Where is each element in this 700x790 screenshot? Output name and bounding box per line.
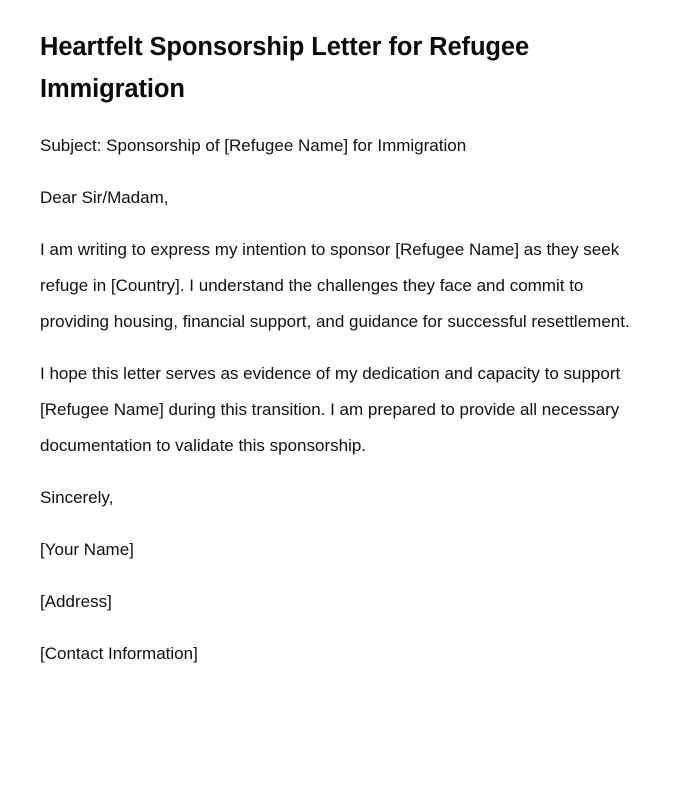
body-paragraph-1: I am writing to express my intention to sponsor [Refugee Name] as they seek refuge in [Country]. I understand the challenges they face and commit to providing housing, financial support, and guidance for successful resettlement.	[40, 240, 630, 331]
signature-name-placeholder: [Your Name]	[40, 540, 134, 559]
page-title: Heartfelt Sponsorship Letter for Refugee Immigration	[40, 33, 530, 103]
subject-line: Subject: Sponsorship of [Refugee Name] for Immigration	[40, 136, 467, 155]
body-paragraph-2: I hope this letter serves as evidence of my dedication and capacity to support [Refugee Name] during this transition. I am prepared to provide all necessary documentation to validate this sponsorship.	[40, 364, 621, 455]
signature-address-placeholder: [Address]	[40, 592, 112, 611]
closing-salutation: Sincerely,	[40, 488, 114, 507]
signature-contact-placeholder: [Contact Information]	[40, 644, 198, 663]
letter-body	[40, 128, 640, 672]
salutation: Dear Sir/Madam,	[40, 188, 169, 207]
